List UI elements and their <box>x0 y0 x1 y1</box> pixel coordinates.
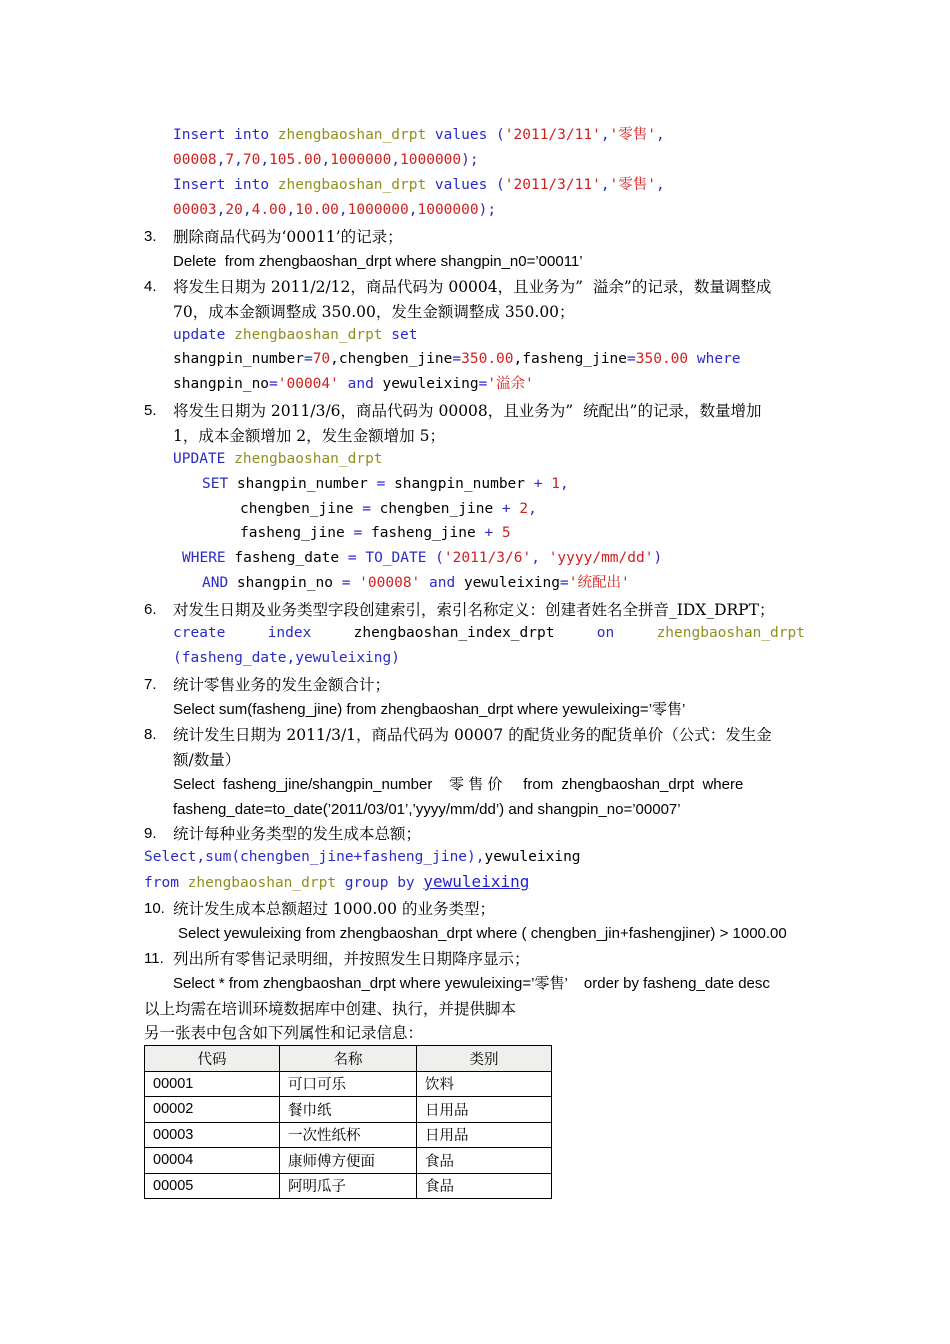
column-name: fasheng_date <box>225 550 348 566</box>
sql-keyword: Select <box>144 849 197 865</box>
item-number: 6. <box>144 601 157 618</box>
cell-code: 00003 <box>145 1122 280 1148</box>
item-number: 7. <box>144 676 157 693</box>
number-literal: 1000000 <box>400 152 462 168</box>
cell-category: 食品 <box>417 1173 552 1199</box>
column-name: shangpin_number <box>385 476 534 492</box>
space <box>269 127 278 143</box>
comma: , <box>242 202 252 218</box>
comma: , <box>338 202 348 218</box>
number-literal: 350.00 <box>461 351 514 367</box>
column-name: yewuleixing <box>484 849 581 865</box>
operator: + <box>533 476 543 492</box>
table-row <box>145 1122 552 1148</box>
space <box>225 127 234 143</box>
code-5-line-1 <box>173 449 383 469</box>
column-name: fasheng_jine <box>522 351 628 367</box>
number-literal: 00008 <box>173 152 217 168</box>
cell-category: 日用品 <box>417 1097 552 1123</box>
item-8-text-line-2: 额/数量） <box>173 751 241 769</box>
space <box>179 875 188 891</box>
space <box>487 177 496 193</box>
code-insert-2-line-2 <box>173 200 496 220</box>
code-6-line-1 <box>173 623 805 643</box>
index-name: zhengbaoshan_index_drpt <box>353 625 555 641</box>
cell-category: 日用品 <box>417 1122 552 1148</box>
number-literal: 105.00 <box>269 152 322 168</box>
string-literal: '溢余' <box>487 376 534 392</box>
cell-category: 食品 <box>417 1148 552 1174</box>
comma: , <box>656 127 665 143</box>
string-literal: '00004' <box>277 376 339 392</box>
comma: , <box>196 849 206 865</box>
sql-keyword: into <box>234 177 270 193</box>
comma: , <box>656 177 665 193</box>
number-literal: 1000000 <box>417 202 479 218</box>
operator: = <box>341 575 351 591</box>
item-8-sql-line-2: fasheng_date=to_date(’2011/03/01’,’yyyy/mm/dd’) and shangpin_no=’00007’ <box>173 801 681 818</box>
item-8-text-line-1: 统计发生日期为 2011/3/1，商品代码为 00007 的配货业务的配货单价（公式：发生金 <box>173 726 772 744</box>
sql-keyword: Insert <box>173 127 226 143</box>
item-number: 5. <box>144 402 157 419</box>
table-name: zhengbaoshan_drpt <box>656 625 805 641</box>
sql-keyword: set <box>391 327 418 343</box>
column-header-category: 类别 <box>417 1046 552 1072</box>
function-name: TO_DATE <box>365 550 427 566</box>
close-paren: ); <box>478 202 497 218</box>
column-header-name: 名称 <box>280 1046 417 1072</box>
operator: = <box>376 476 386 492</box>
table-name: zhengbaoshan_drpt <box>277 177 427 193</box>
operator: = <box>347 550 357 566</box>
string-literal: '2011/3/6' <box>443 550 532 566</box>
comma: , <box>475 849 485 865</box>
string-literal: '2011/3/11' <box>504 127 601 143</box>
space <box>350 575 359 591</box>
comma: , <box>600 127 610 143</box>
code-insert-1-line-1 <box>173 125 665 145</box>
code-5-line-6 <box>202 573 630 593</box>
table-row <box>145 1071 552 1097</box>
operator: + <box>501 501 511 517</box>
table-row <box>145 1097 552 1123</box>
sql-keyword: on <box>596 625 615 641</box>
space <box>269 177 278 193</box>
sql-keyword: index <box>267 625 312 641</box>
string-literal: '00008' <box>359 575 421 591</box>
item-10-sql: Select yewuleixing from zhengbaoshan_drpt where ( chengben_jin+fashengjiner) > 1000.00 <box>178 925 787 942</box>
column-name: chengben_jine <box>240 501 363 517</box>
operator: = <box>353 525 363 541</box>
comma: , <box>531 550 549 566</box>
item-number: 4. <box>144 278 157 295</box>
item-8-sql-line-1: Select fasheng_jine/shangpin_number 零 售 价 from zhengbaoshan_drpt where <box>173 776 744 793</box>
space <box>336 875 345 891</box>
space <box>426 127 435 143</box>
note-script-requirement: 以上均需在培训环境数据库中创建、执行，并提供脚本 <box>144 1000 517 1018</box>
item-number: 10. <box>144 900 165 917</box>
space <box>688 351 697 367</box>
comma: , <box>260 152 270 168</box>
code-4-line-1 <box>173 325 417 345</box>
number-literal: 20 <box>225 202 243 218</box>
space <box>225 451 234 467</box>
sql-keyword: values <box>434 177 488 193</box>
item-9-text: 统计每种业务类型的发生成本总额； <box>173 825 422 843</box>
cell-name: 康师傅方便面 <box>280 1148 417 1174</box>
cell-code: 00002 <box>145 1097 280 1123</box>
space <box>388 875 397 891</box>
table-row <box>145 1148 552 1174</box>
space <box>426 177 435 193</box>
item-number: 8. <box>144 726 157 743</box>
item-number: 9. <box>144 825 157 842</box>
sql-keyword: and <box>347 376 374 392</box>
comma: , <box>408 202 418 218</box>
comma: , <box>330 351 339 367</box>
operator: = <box>303 351 313 367</box>
item-11-text: 列出所有零售记录明细，并按照发生日期降序显示； <box>173 950 530 968</box>
number-literal: 7 <box>225 152 235 168</box>
paren: ( <box>426 550 444 566</box>
column-name: shangpin_number <box>228 476 377 492</box>
comma: , <box>559 476 569 492</box>
note-table-intro: 另一张表中包含如下列属性和记录信息： <box>144 1024 424 1042</box>
code-4-line-3 <box>173 374 534 394</box>
cell-code: 00001 <box>145 1071 280 1097</box>
sql-keyword: by <box>397 875 415 891</box>
code-5-line-4 <box>240 523 511 543</box>
column-name: fasheng_jine <box>362 525 485 541</box>
column-name: shangpin_no <box>228 575 342 591</box>
operator: = <box>559 575 569 591</box>
column-name: fasheng_jine <box>240 525 354 541</box>
item-6-text: 对发生日期及业务类型字段创建索引，索引名称定义：创建者姓名全拼音_IDX_DRPT； <box>173 601 775 619</box>
cell-code: 00004 <box>145 1148 280 1174</box>
comma: , <box>391 152 401 168</box>
operator: = <box>452 351 462 367</box>
cell-name: 可口可乐 <box>280 1071 417 1097</box>
number-literal: 4.00 <box>251 202 287 218</box>
operator: + <box>484 525 494 541</box>
code-insert-2-line-1 <box>173 175 665 195</box>
item-4-text-line-1: 将发生日期为 2011/2/12，商品代码为 00004，且业务为” 溢余”的记录，数量调整成 <box>173 278 772 296</box>
code-4-line-2 <box>173 349 741 369</box>
cell-category: 饮料 <box>417 1071 552 1097</box>
close-paren: ); <box>461 152 479 168</box>
column-name: yewuleixing <box>455 575 560 591</box>
string-literal: 'yyyy/mm/dd' <box>548 550 654 566</box>
comma: , <box>513 351 523 367</box>
product-table <box>144 1045 552 1199</box>
sql-keyword: from <box>144 875 179 891</box>
cell-code: 00005 <box>145 1173 280 1199</box>
column-name: shangpin_no <box>173 376 270 392</box>
number-literal: 350.00 <box>635 351 689 367</box>
column-header-code: 代码 <box>145 1046 280 1072</box>
code-5-line-2 <box>202 474 569 494</box>
space <box>374 376 383 392</box>
sql-keyword: and <box>429 575 456 591</box>
number-literal: 1000000 <box>330 152 392 168</box>
paren: ( <box>496 127 505 143</box>
item-5-text-line-2: 1，成本金额增加 2，发生金额增加 5； <box>173 427 445 445</box>
table-name: zhengbaoshan_drpt <box>277 127 427 143</box>
item-7-text: 统计零售业务的发生金额合计； <box>173 676 391 694</box>
hyperlink-yewuleixing[interactable]: yewuleixing <box>423 872 530 891</box>
number-literal: 70 <box>312 351 331 367</box>
number-literal: 00003 <box>173 202 217 218</box>
comma: , <box>216 202 226 218</box>
space <box>225 177 234 193</box>
code-9-line-1 <box>144 847 581 867</box>
item-4-text-line-2: 70，成本金额调整成 350.00，发生金额调整成 350.00； <box>173 303 575 321</box>
paren: ( <box>496 177 505 193</box>
item-11-sql: Select * from zhengbaoshan_drpt where yewuleixing=’零售’ order by fasheng_date desc <box>173 975 770 992</box>
space <box>225 327 234 343</box>
string-literal: '零售' <box>609 177 657 193</box>
item-10-text: 统计发生成本总额超过 1000.00 的业务类型； <box>173 900 495 918</box>
code-insert-1-line-2 <box>173 150 479 170</box>
expression: (chengben_jine+fasheng_jine) <box>231 849 476 865</box>
string-literal: '统配出' <box>568 575 630 591</box>
item-7-sql: Select sum(fasheng_jine) from zhengbaoshan_drpt where yewuleixing=’零售’ <box>173 701 686 718</box>
sql-keyword: WHERE <box>182 550 226 566</box>
space <box>339 376 348 392</box>
space <box>487 127 496 143</box>
comma: , <box>216 152 226 168</box>
sql-keyword: update <box>173 327 226 343</box>
number-literal: 10.00 <box>295 202 339 218</box>
close-paren: ) <box>653 550 663 566</box>
operator: = <box>627 351 636 367</box>
cell-name: 餐巾纸 <box>280 1097 417 1123</box>
table-row <box>145 1173 552 1199</box>
operator: = <box>478 376 488 392</box>
comma: , <box>600 177 610 193</box>
item-5-text-line-1: 将发生日期为 2011/3/6，商品代码为 00008，且业务为” 统配出”的记录，数量增加 <box>173 402 762 420</box>
space <box>420 575 429 591</box>
column-name: yewuleixing <box>382 376 479 392</box>
column-name: chengben_jine <box>370 501 502 517</box>
number-literal: 1 <box>551 476 560 492</box>
item-3-sql: Delete from zhengbaoshan_drpt where shangpin_n0=’00011’ <box>173 253 583 270</box>
number-literal: 1000000 <box>347 202 409 218</box>
number-literal: 2 <box>519 501 529 517</box>
sql-keyword: UPDATE <box>173 451 226 467</box>
item-3-text: 删除商品代码为‘00011’的记录； <box>173 228 403 246</box>
comma: , <box>234 152 243 168</box>
function-name: sum <box>205 849 232 865</box>
string-literal: '零售' <box>609 127 657 143</box>
sql-keyword: into <box>234 127 270 143</box>
sql-keyword: group <box>344 875 389 891</box>
operator: = <box>362 501 371 517</box>
space <box>383 327 392 343</box>
column-name: chengben_jine <box>338 351 453 367</box>
code-6-line-2: (fasheng_date,yewuleixing) <box>173 650 400 666</box>
sql-keyword: values <box>434 127 488 143</box>
space <box>493 525 502 541</box>
table-name: zhengbaoshan_drpt <box>187 875 337 891</box>
number-literal: 70 <box>242 152 261 168</box>
comma: , <box>528 501 537 517</box>
item-number: 3. <box>144 228 157 245</box>
table-name: zhengbaoshan_drpt <box>234 451 383 467</box>
comma: , <box>286 202 296 218</box>
code-5-line-5 <box>182 548 662 568</box>
sql-keyword: create <box>173 625 226 641</box>
operator: = <box>269 376 278 392</box>
cell-name: 阿明瓜子 <box>280 1173 417 1199</box>
code-5-line-3 <box>240 499 537 519</box>
table-header-row <box>145 1046 552 1072</box>
number-literal: 5 <box>501 525 511 541</box>
sql-keyword: Insert <box>173 177 226 193</box>
column-name: shangpin_number <box>173 351 304 367</box>
comma: , <box>321 152 331 168</box>
sql-keyword: SET <box>202 476 229 492</box>
sql-keyword: AND <box>202 575 229 591</box>
sql-keyword: where <box>696 351 741 367</box>
code-9-line-2 <box>144 872 529 893</box>
cell-name: 一次性纸杯 <box>280 1122 417 1148</box>
space <box>542 476 551 492</box>
item-number: 11. <box>144 950 164 967</box>
table-name: zhengbaoshan_drpt <box>234 327 383 343</box>
string-literal: '2011/3/11' <box>504 177 601 193</box>
